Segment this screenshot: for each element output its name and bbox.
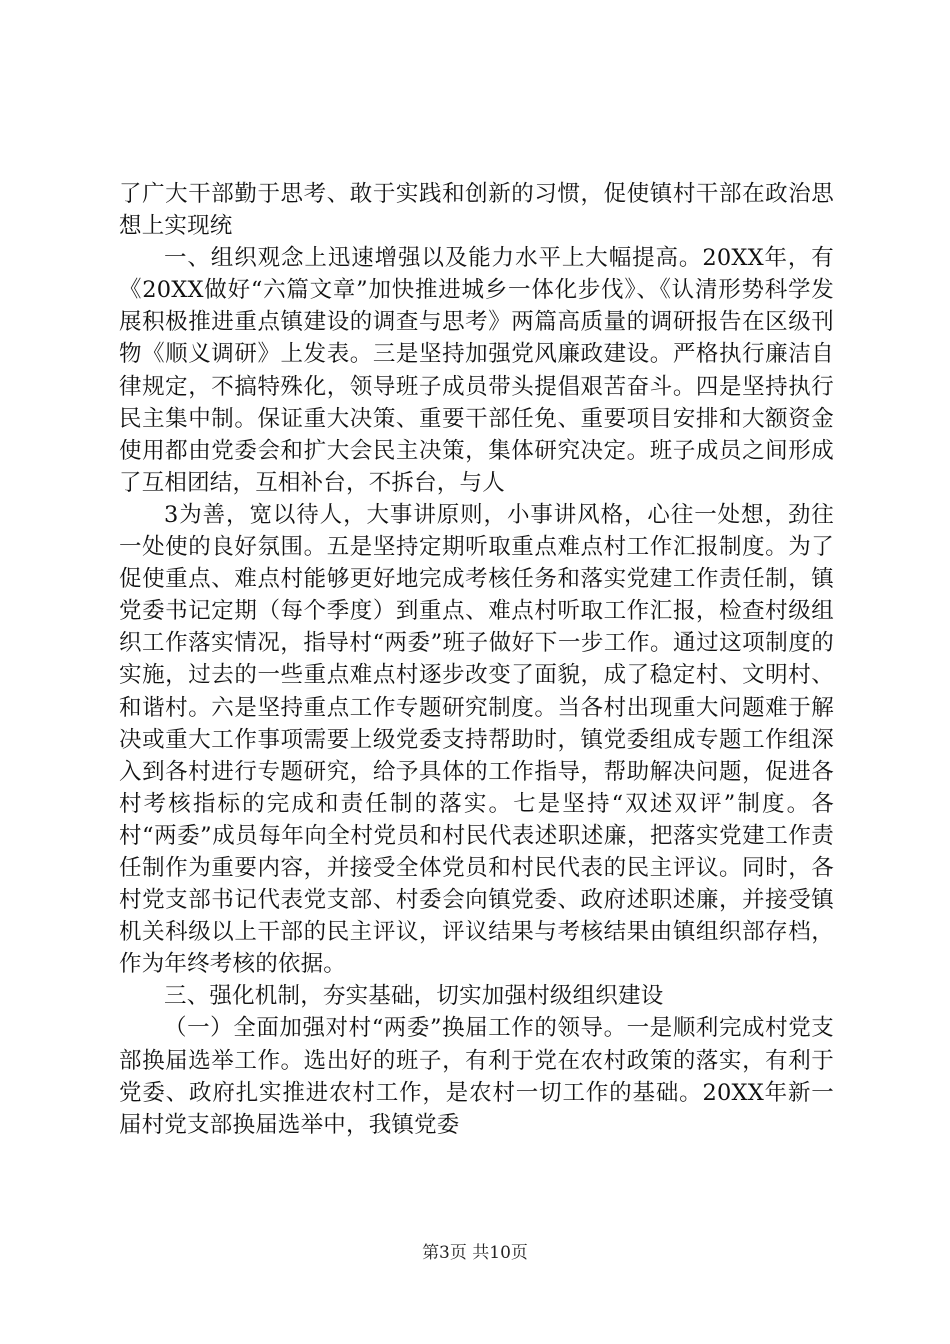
paragraph-1: 了广大干部勤于思考、敢于实践和创新的习惯，促使镇村干部在政治思想上实现统 bbox=[119, 181, 834, 240]
paragraph-3: 3为善，宽以待人，大事讲原则，小事讲风格，心往一处想，劲往一处使的良好氛围。五是坚持定期听取重点难点村工作汇报制度。为了促使重点、难点村能够更好地完成考核任务和落实党建工作责任制，镇党委书记定期（每个季度）到重点、难点村听取工作汇报，检查村级组织工作落实情况，指导村“两委”班子做好下一步工作。通过这项制度的实施，过去的一些重点难点村逐步改变了面貌，成了稳定村、文明村、和谐村。六是坚持重点工作专题研究制度。当各村出现重大问题难于解决或重大工作事项需要上级党委支持帮助时，镇党委组成专题工作组深入到各村进行专题研究，给予具体的工作指导，帮助解决问题，促进各村考核指标的完成和责任制的落实。七是坚持“双述双评”制度。各村“两委”成员每年向全村党员和村民代表述职述廉，把落实党建工作责任制作为重要内容，并接受全体党员和村民代表的民主评议。同时，各村党支部书记代表党支部、村委会向镇党委、政府述职述廉，并接受镇机关科级以上干部的民主评议，评议结果与考核结果由镇组织部存档，作为年终考核的依据。 bbox=[119, 501, 834, 978]
paragraph-4: （一）全面加强对村“两委”换届工作的领导。一是顺利完成村党支部换届选举工作。选出好的班子，有利于党在农村政策的落实，有利于党委、政府扎实推进农村工作，是农村一切工作的基础。20XX年新一届村党支部换届选举中，我镇党委 bbox=[119, 1015, 834, 1138]
paragraph-2: 一、组织观念上迅速增强以及能力水平上大幅提高。20XX年，有《20XX做好“六篇文章”加快推进城乡一体化步伐》、《认清形势科学发展积极推进重点镇建设的调查与思考》两篇高质量的调研报告在区级刊物《顺义调研》上发表。三是坚持加强党风廉政建设。严格执行廉洁自律规定，不搞特殊化，领导班子成员带头提倡艰苦奋斗。四是坚持执行民主集中制。保证重大决策、重要干部任免、重要项目安排和大额资金使用都由党委会和扩大会民主决策，集体研究决定。班子成员之间形成了互相团结，互相补台，不拆台，与人 bbox=[119, 245, 834, 496]
section-heading: 三、强化机制，夯实基础，切实加强村级组织建设 bbox=[164, 983, 664, 1010]
page-number-footer: 第3页 共10页 bbox=[422, 1243, 528, 1263]
document-body bbox=[119, 178, 834, 1141]
